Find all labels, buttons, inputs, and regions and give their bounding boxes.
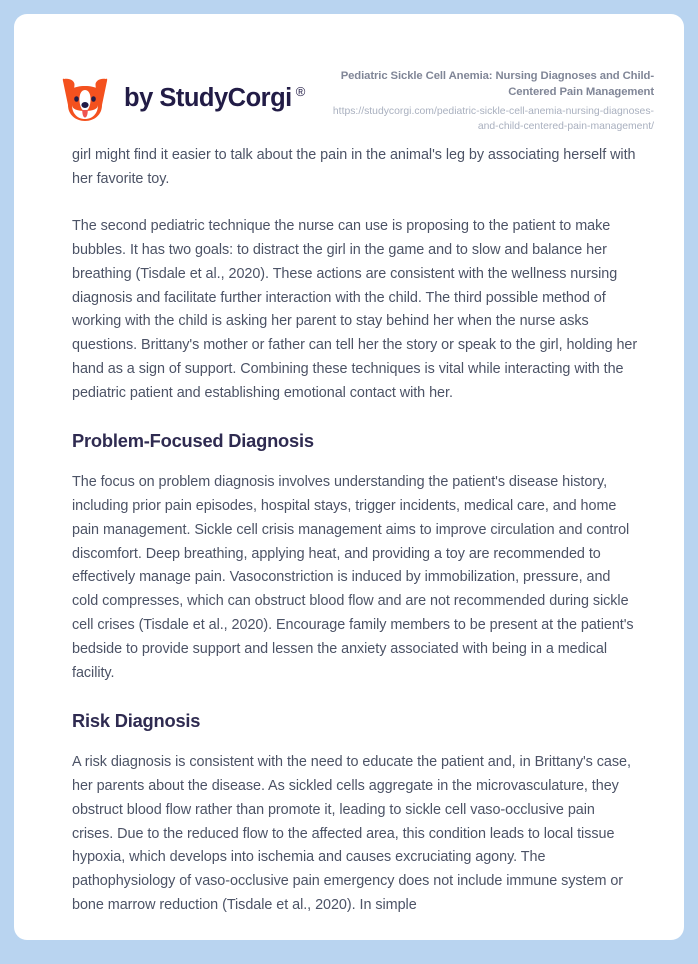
document-header [14, 14, 684, 144]
section-heading-problem-focused-diagnosis: Problem-Focused Diagnosis [72, 430, 314, 452]
registered-trademark-icon: ® [295, 84, 305, 100]
corgi-logo-icon [59, 73, 111, 125]
paragraph-4: A risk diagnosis is consistent with the need to educate the patient and, in Brittany's case, her parents about the disease. As sickled cells aggregate in the microvasculature, they obstruct blood flow rather than promote it, leading to sickle cell vaso-occlusive pain crises. Due to the reduced flow to the affected area, this condition leads to local tissue hypoxia, which develops into ischemia and causes excruciating agony. The pathophysiology of vaso-occlusive pain emergency does not include immune system or bone marrow reduction (Tisdale et al., 2020). In simple [72, 753, 631, 914]
document-title: Pediatric Sickle Cell Anemia: Nursing Diagnoses and Child-Centered Pain Management [340, 69, 654, 98]
paragraph-2: The second pediatric technique the nurse can use is proposing to the patient to make bubbles. It has two goals: to distract the girl in the game and to slow and balance her breathing (Tisdale et al., 2020). These actions are consistent with the wellness nursing diagnosis and facilitate further interaction with the child. The third possible method of working with the child is asking her parent to stay behind her when the nurse asks questions. Brittany's mother or father can tell her the story or speak to the girl, holding her hand as a sign of support. Combining these techniques is vital while interacting with the pediatric patient and establishing emotional contact with her. [72, 217, 638, 402]
document-source-url: https://studycorgi.com/pediatric-sickle-cell-anemia-nursing-diagnoses-and-child-centered-pain-management/ [332, 105, 654, 132]
section-heading-risk-diagnosis: Risk Diagnosis [72, 710, 201, 731]
paragraph-1: girl might find it easier to talk about the pain in the animal's leg by associating herself with her favorite toy. [72, 147, 636, 187]
document-meta [314, 64, 654, 135]
brand-name-text: by StudyCorgi [124, 84, 292, 113]
brand-wordmark [124, 86, 305, 112]
paragraph-3: The focus on problem diagnosis involves understanding the patient's disease history, including prior pain episodes, hospital stays, trigger incidents, medical care, and home pain management. Sickle cell crisis management aims to improve circulation and control discomfort. Deep breathing, applying heat, and providing a toy are recommended to effectively manage pain. Vasoconstriction is induced by immobilization, pressure, and cold compresses, which can obstruct blood flow and are not recommended during sickle cell crises (Tisdale et al., 2020). Encourage family members to be present at the patient's bedside to provide support and lessen the anxiety associated with being in a medical facility. [72, 473, 634, 682]
document-body [14, 144, 684, 918]
brand-logo-group [59, 73, 305, 125]
document-page-card [14, 14, 684, 940]
